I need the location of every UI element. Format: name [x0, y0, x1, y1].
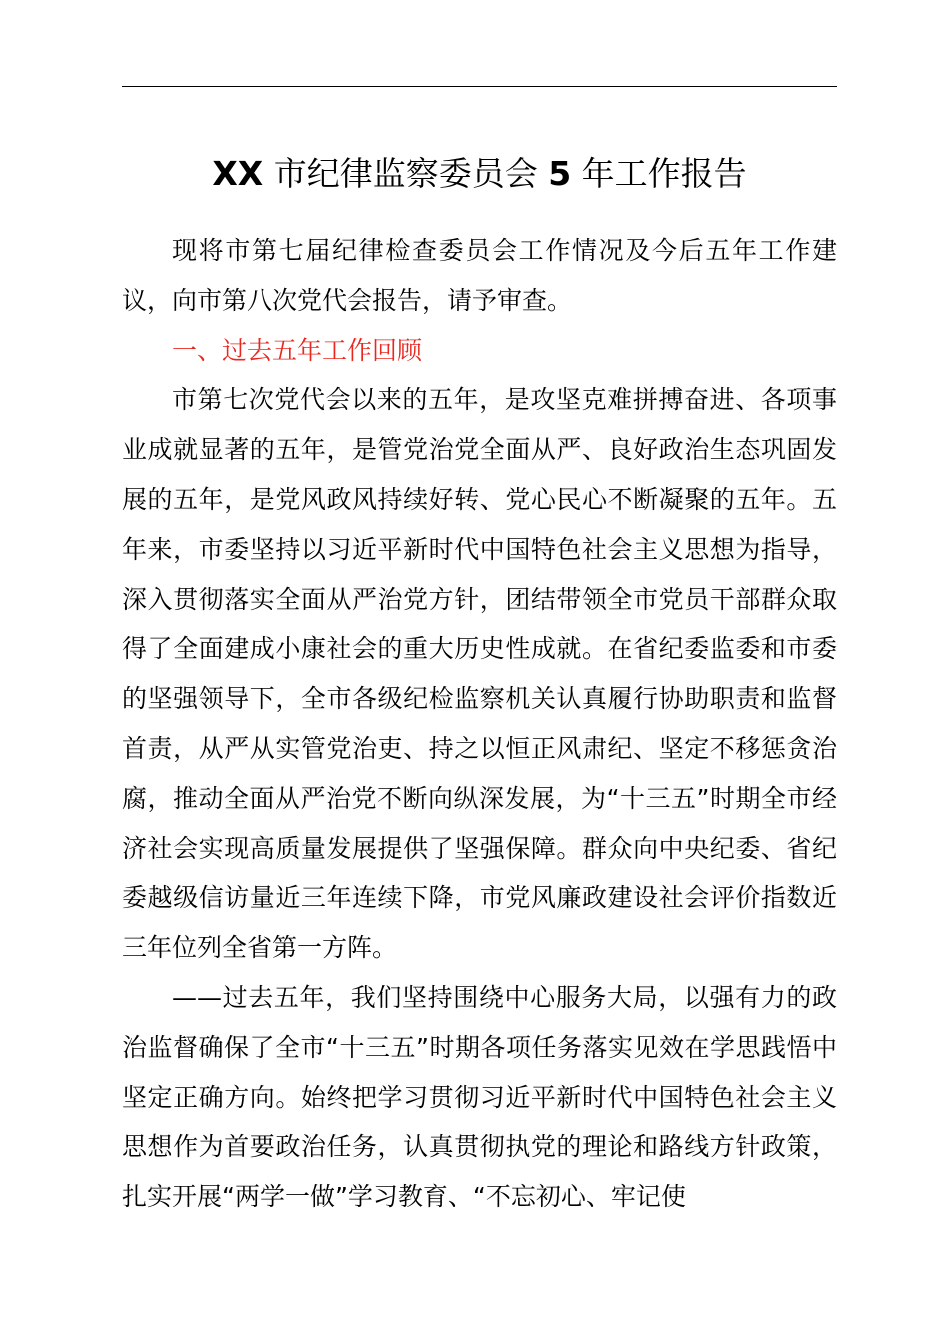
header-rule [122, 86, 837, 87]
title-number: 5 [548, 154, 572, 193]
title-suffix: 年工作报告 [581, 154, 747, 193]
title-prefix: XX [212, 154, 264, 193]
report-title [122, 146, 837, 202]
report-body [122, 226, 837, 1222]
review-paragraph: 市第七次党代会以来的五年，是攻坚克难拼搏奋进、各项事业成就显著的五年，是管党治党全面从严、良好政治生态巩固发展的五年，是党风政风持续好转、党心民心不断凝聚的五年。五年来，市委坚持以习近平新时代中国特色社会主义思想为指导，深入贯彻落实全面从严治党方针，团结带领全市党员干部群众取得了全面建成小康社会的重大历史性成就。在省纪委监委和市委的坚强领导下，全市各级纪检监察机关认真履行协助职责和监督首责，从严从实管党治吏、持之以恒正风肃纪、坚定不移惩贪治腐，推动全面从严治党不断向纵深发展，为“十三五”时期全市经济社会实现高质量发展提供了坚强保障。群众向中央纪委、省纪委越级信访量近三年连续下降，市党风廉政建设社会评价指数近三年位列全省第一方阵。 [122, 385, 837, 963]
intro-paragraph: 现将市第七届纪律检查委员会工作情况及今后五年工作建议，向市第八次党代会报告，请予审查。 [122, 236, 837, 315]
title-middle: 市纪律监察委员会 [273, 154, 538, 193]
section-heading: 一、过去五年工作回顾 [172, 335, 423, 365]
political-supervision-paragraph: ——过去五年，我们坚持围绕中心服务大局，以强有力的政治监督确保了全市“十三五”时期各项任务落实见效在学思践悟中坚定正确方向。始终把学习贯彻习近平新时代中国特色社会主义思想作为首要政治任务，认真贯彻执党的理论和路线方针政策，扎实开展“两学一做”学习教育、“不忘初心、牢记使 [122, 982, 837, 1212]
